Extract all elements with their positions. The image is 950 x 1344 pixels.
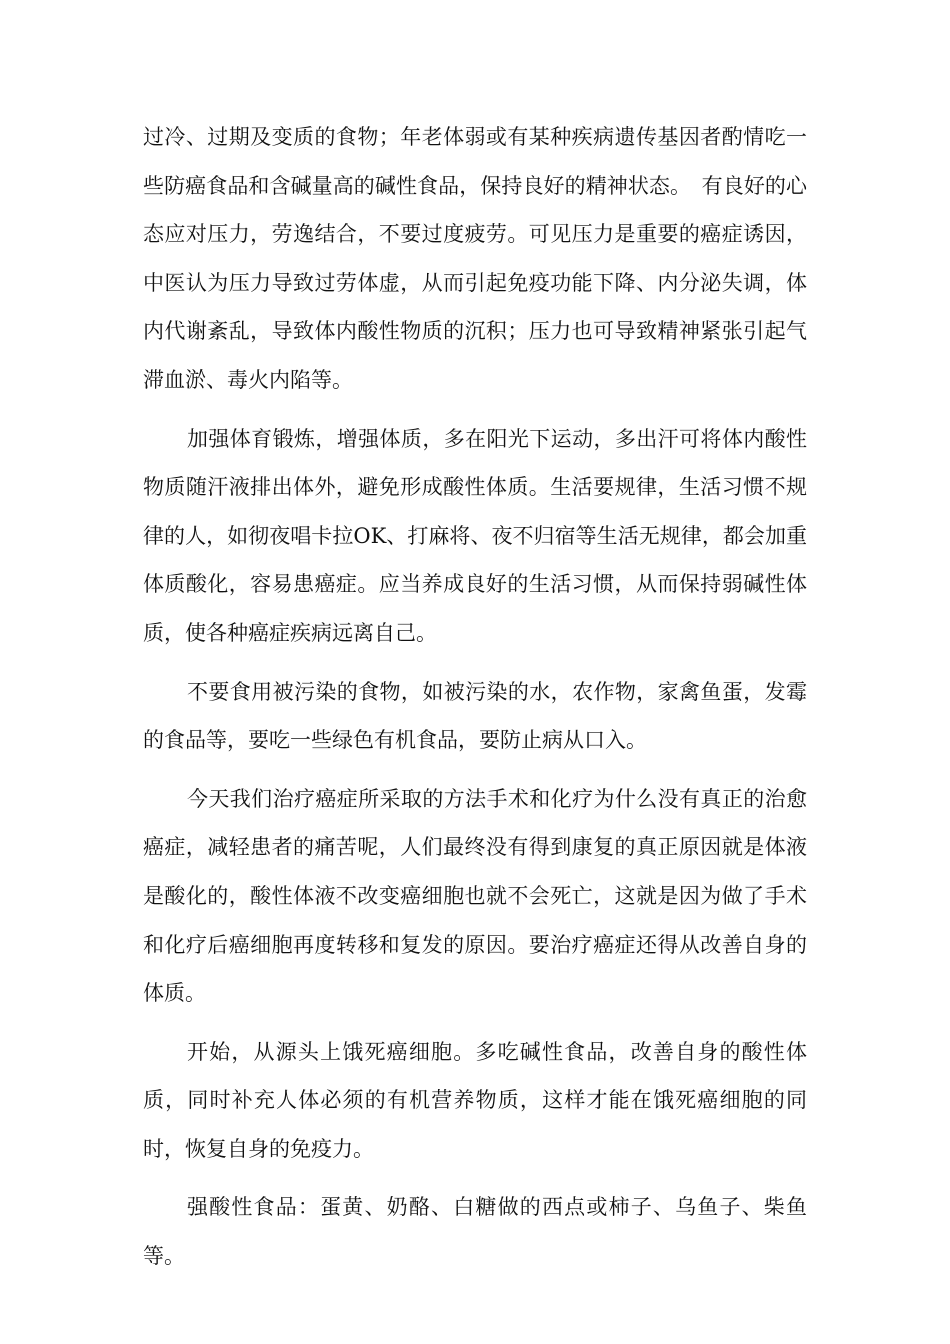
document-body <box>143 113 807 1281</box>
paragraph-1: 过冷、过期及变质的食物；年老体弱或有某种疾病遗传基因者酌情吃一些防癌食品和含碱量高的碱性食品，保持良好的精神状态。 有良好的心态应对压力，劳逸结合，不要过度疲劳。可见压力是重要的癌症诱因，中医认为压力导致过劳体虚，从而引起免疫功能下降、内分泌失调，体内代谢紊乱，导致体内酸性物质的沉积；压力也可导致精神紧张引起气滞血淤、毒火内陷等。 <box>143 125 807 392</box>
paragraph-6: 强酸性食品：蛋黄、奶酪、白糖做的西点或柿子、乌鱼子、柴鱼等。 <box>143 1195 807 1269</box>
paragraph-3: 不要食用被污染的食物，如被污染的水，农作物，家禽鱼蛋，发霉的食品等，要吃一些绿色有机食品，要防止病从口入。 <box>143 679 807 753</box>
paragraph-2: 加强体育锻炼，增强体质，多在阳光下运动，多出汗可将体内酸性物质随汗液排出体外，避免形成酸性体质。生活要规律，生活习惯不规律的人，如彻夜唱卡拉OK、打麻将、夜不归宿等生活无规律，都会加重体质酸化，容易患癌症。应当养成良好的生活习惯，从而保持弱碱性体质，使各种癌症疾病远离自己。 <box>143 426 807 645</box>
paragraph-4: 今天我们治疗癌症所采取的方法手术和化疗为什么没有真正的治愈癌症，减轻患者的痛苦呢，人们最终没有得到康复的真正原因就是体液是酸化的，酸性体液不改变癌细胞也就不会死亡，这就是因为做了手术和化疗后癌细胞再度转移和复发的原因。要治疗癌症还得从改善自身的体质。 <box>143 786 807 1006</box>
paragraph-5: 开始，从源头上饿死癌细胞。多吃碱性食品，改善自身的酸性体质，同时补充人体必须的有机营养物质，这样才能在饿死癌细胞的同时，恢复自身的免疫力。 <box>143 1039 807 1161</box>
